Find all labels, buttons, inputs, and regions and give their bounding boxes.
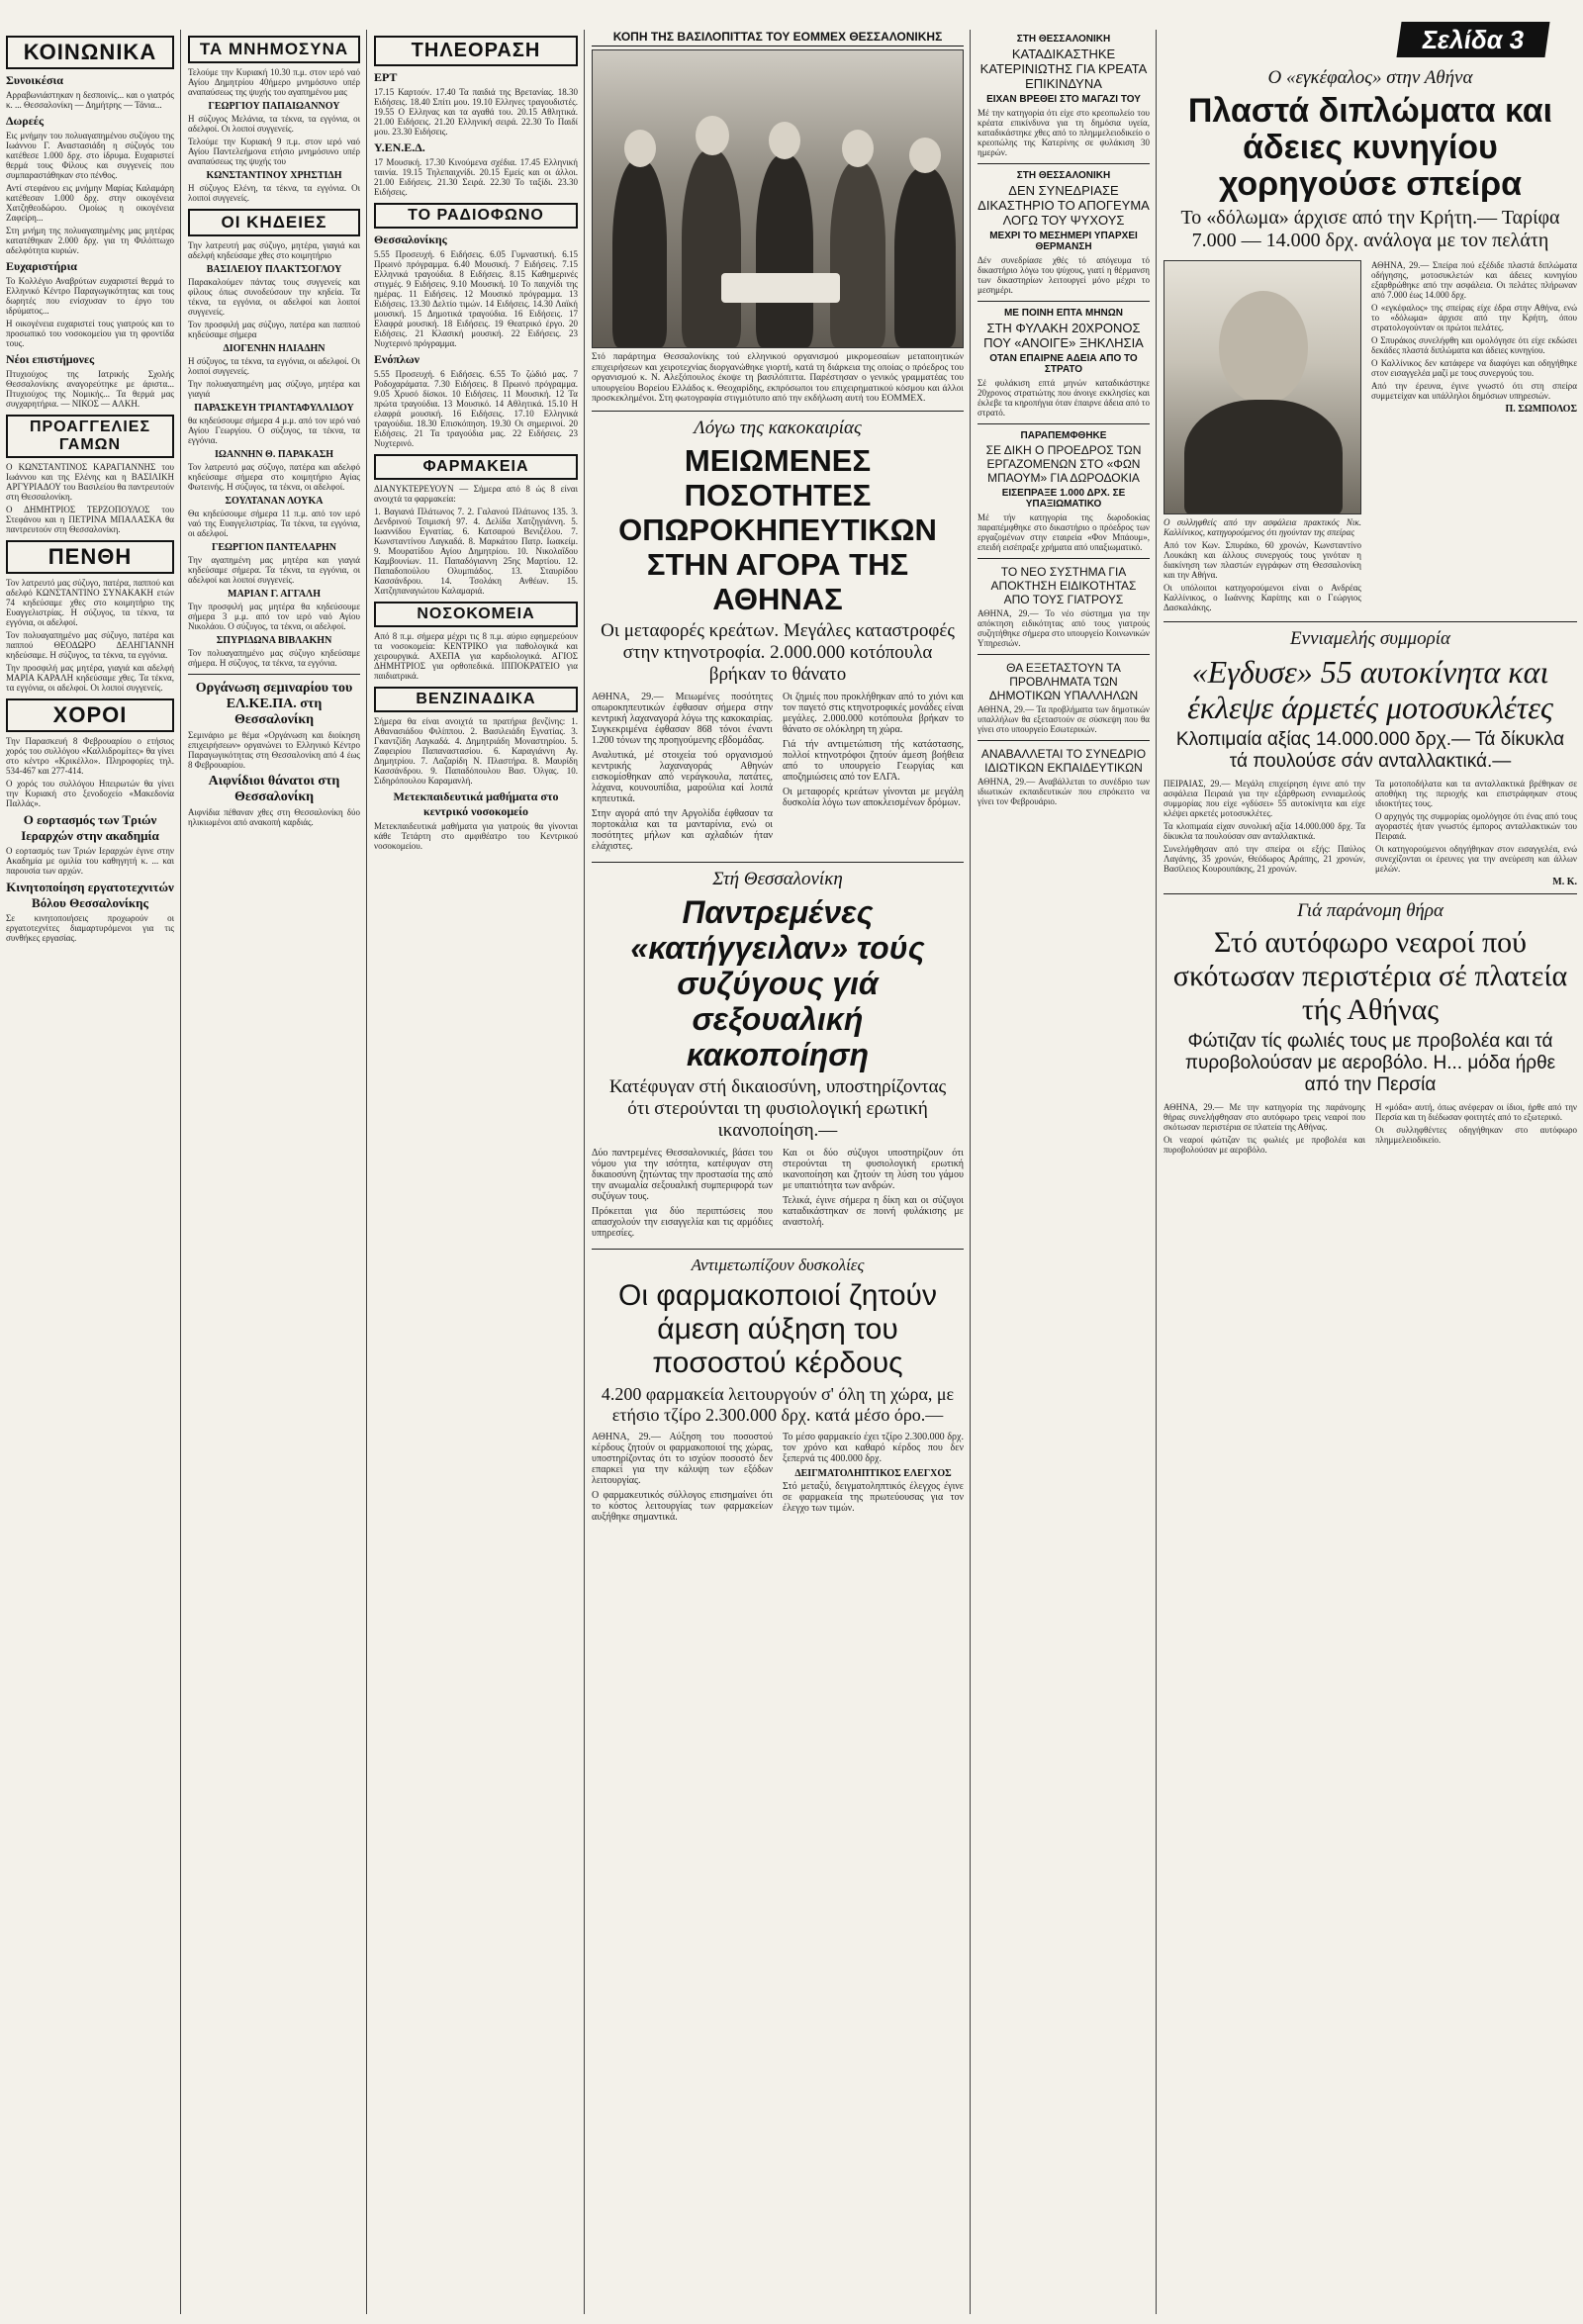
kideia-name-4: ΙΩΑΝΝΗΝ Θ. ΠΑΡΑΚΑΣΗ [214,449,334,460]
kideia-name-8: ΣΠΥΡΙΔΩΝΑ ΒΙΒΛΑΚΗΝ [216,635,332,646]
kinopoiisi-heading: Κινητοποίηση εργατοτεχνιτών Βόλου Θεσσαλονίκης [6,880,174,910]
deck-cars: Κλοπιμαία αξίας 14.000.000 δρχ.— Τά δίκυκλα τά πουλούσε σάν ανταλλακτικά.— [1175,729,1565,772]
brief-head-4: ΣΕ ΔΙΚΗ Ο ΠΡΟΕΔΡΟΣ ΤΩΝ ΕΡΓΑΖΟΜΕΝΩΝ ΣΤΟ «ΦΩΝ ΜΠΑΟΥΜ» ΓΙΑ ΔΩΡΟΔΟΚΙΑ [985,443,1142,485]
kicker-gang: Εννιαμελής συμμορία [1290,628,1450,649]
listings-column: ΤΗΛΕΟΡΑΣΗ ΕΡΤ 17.15 Καρτούν. 17.40 Τα παιδιά της Βρετανίας. 18.30 Ειδήσεις. 18.40 Σπίτι μου. 19.10 Ελληνες τραγουδιστές. 19.55 Ο Ελληνας και τα αγαθά του. 20.15 Αθλητικά. 21.00 Ειδήσεις. 21.20 Ελληνική σειρά. 22.30 Το Παιδί μου. 23.30 Ειδήσεις. Υ.ΕΝ.Ε.Δ. 17 Μουσική. 17.30 Κινούμενα σχέδια. 17.45 Ελληνική ταινία. 19.15 Τηλεπαιχνίδι. 20.15 Εμείς και οι άλλοι. 21.00 Ειδήσεις. 21.30 Σειρά. 22.30 Το ταξίδι. 23.30 Ειδήσεις. ΤΟ ΡΑΔΙΟΦΩΝΟ Θεσσαλονίκης 5.55 Προσευχή. 6 Ειδήσεις. 6.05 Γυμναστική. 6.15 Πρωινό πρόγραμμα. 6.40 Μουσική. 7 Ειδήσεις. 7.15 Ελληνικά τραγούδια. 8 Ειδήσεις. 8.15 Καθημερινές στιγμές. 9 Ειδήσεις. 9.10 Μουσική. 10 Το παιχνίδι της ημέρας. 11 Ειδήσεις. 12 Μουσικό πρόγραμμα. 13 Ειδήσεις. 13.30 Δελτίο τιμών. 14 Ειδήσεις. 14.30 Λαϊκή μουσική. 15 Δημοτικά τραγούδια. 16 Ειδήσεις. 17 Ελαφρά μουσική. 18 Ειδήσεις. 19 Θεατρικό έργο. 20 Ειδήσεις. 21 Κλασική μουσική. 22 Ειδήσεις. 23 Νυχτερινό πρόγραμμα. Ενόπλων 5.55 Προσευχή. 6 Ειδήσεις. 6.55 Το ζώδιό μας. 7 Ροδοχαράματα. 7.30 Ειδήσεις. 8 Πρωινό πρόγραμμα. 9.05 Χρυσό δίσκοι. 10 Ειδήσεις. 11 Μουσική. 12 Τα πρώτα τραγούδια. 13 Μουσικό. 14 Αθλητικά. 15.10 Η ελαφρά μουσική. 16 Ειδήσεις. 17.10 Ελληνικά τραγούδια. 18.30 Επισκόπηση. 19.30 Οι σημερινοί. 20 Ειδήσεις. 21 Τα τραγούδια μας. 22 Ειδήσεις. 23 Νυχτερινό. ΦΑΡΜΑΚΕΙΑ ΔΙΑΝΥΚΤΕΡΕΥΟΥΝ — Σήμερα από 8 ώς 8 είναι ανοιχτά τα φαρμακεία: 1. Βαγιανά Πλάτωνος 7. 2. Γαλανού Πλάτωνος 135. 3. Δενδρινού Τσιμισκή 97. 4. Δελίδα Χατζηγιάννη. 5. Ιωαννίδου Εγνατίας. 6. Κατσαρού Βενιζέλου. 7. Κωνσταντίνου Λαγκαδά. 8. Μαρκάτου Πατρ. Ιωακείμ. 9. Μουρατίδου Αγίου Δημητρίου. 10. Νικολαΐδου Καμβουνίων. 11. Παπαδόγιαννη 25ης Μαρτίου. 12. Παπαδοπούλου Ολυμπιάδος. 13. Σταυρίδου Κασσάνδρου. 14. Τσολάκη Ανθέων. 15. Χατζηπαναγιώτου Καλαμαριά. ΝΟΣΟΚΟΜΕΙΑ Από 8 π.μ. σήμερα μέχρι τις 8 π.μ. αύριο εφημερεύουν τα νοσοκομεία: ΚΕΝΤΡΙΚΟ για παθολογικά και χειρουργικά. ΑΧΕΠΑ για καρδιολογικά. ΑΓΙΟΣ ΔΗΜΗΤΡΙΟΣ για ορθοπεδικά. ΙΠΠΟΚΡΑΤΕΙΟ για παιδιατρικά. ΒΕΝΖΙΝΑΔΙΚΑ Σήμερα θα είναι ανοιχτά τα πρατήρια βενζίνης: 1. Αθανασιάδου Φιλίππου. 2. Βασιλειάδη Εγνατίας. 3. Γκαντζίδη Λαγκαδά. 4. Δημητριάδη Μοναστηρίου. 5. Ζαφειρίου Παπαναστασίου. 6. Καραγιάννη Αγ. Δημητρίου. 7. Λαζαρίδη Ν. Πλαστήρα. 8. Μαυρίδη Κασσάνδρου. 9. Παπαδόπουλου Βασ. Όλγας. 10. Σιδηρόπουλου Καραμανλή. Μετεκπαιδευτικά μαθήματα στο κεντρικό νοσοκομείο Μετεκπαιδευτικά μαθήματα για γιατρούς θα γίνονται κάθε Τετάρτη στο αμφιθέατρο του Κεντρικού νοσοκομείου. [374,30,578,2314]
kideia-name-5: ΣΟΥΛΤΑΝΑΝ ΛΟΥΚΑ [225,496,324,507]
kicker-weather: Λόγω της κακοκαιρίας [694,417,862,438]
byline-2: Μ. Κ. [1552,877,1577,887]
kicker-thessaloniki: Στή Θεσσαλονίκη [712,868,843,889]
kideia-name-1: ΒΑΣΙΛΕΙΟΥ ΠΛΑΚΤΣΟΓΛΟΥ [206,264,342,275]
aifnidioi-heading: Αιφνίδιοι θάνατοι στη Θεσσαλονίκη [208,774,340,804]
radio-header: ΤΟ ΡΑΔΙΟΦΩΝΟ [374,203,578,229]
farmakeia-header: ΦΑΡΜΑΚΕΙΑ [374,454,578,480]
photo-caption-head: ΚΟΠΗ ΤΗΣ ΒΑΣΙΛΟΠΙΤΤΑΣ ΤΟΥ ΕΟΜΜΕΧ ΘΕΣΣΑΛΟΝΙΚΗΣ [592,30,964,46]
nea-epistimones-heading: Νέοι επιστήμονες [6,352,95,366]
photo-caption: Στό παράρτημα Θεσσαλονίκης τού ελληνικού οργανισμού μικρομεσαίων μεταποιητικών επιχειρήσεων και χειροτεχνίας διοργανώθηκε γιορτή, κατά τη διάρκεια της οποίας ο πρόεδρος του οργανισμού κ. Ν. Αλεξόπουλος έκοψε τη βασιλόπιττα. Παρέστησαν ο γενικός γραμματέας του υπουργείου Βορείου Ελλάδος κ. Θεοχαρίδης, εκπρόσωποι του επιχειρηματικού κόσμου και άλλοι προσκεκλημένοι. Στη φωτογραφία στιγμιότυπο από την εκδήλωση αυτή του ΕΟΜΜΕΧ. [592,352,964,404]
brief-loc-3: ΜΕ ΠΟΙΝΗ ΕΠΤΑ ΜΗΝΩΝ [1003,308,1124,319]
choroi-header: ΧΟΡΟΙ [6,698,174,732]
mnimosyno-name-2: ΚΩΝΣΤΑΝΤΙΝΟΥ ΧΡΗΣΤΙΔΗ [206,170,342,181]
suspect-portrait [1164,260,1361,514]
brief-sub-4: ΕΙΣΕΠΡΑΞΕ 1.000 ΔΡΧ. ΣΕ ΥΠΑΞΙΩΜΑΤΙΚΟ [1001,488,1126,510]
kicker-brain: Ο «εγκέφαλος» στην Αθήνα [1267,67,1473,88]
brief-head-5: ΤΟ ΝΕΟ ΣΥΣΤΗΜΑ ΓΙΑ ΑΠΟΚΤΗΣΗ ΕΙΔΙΚΟΤΗΤΑΣ ΑΠΟ ΤΟΥΣ ΓΙΑΤΡΟΥΣ [990,565,1137,606]
radio-thessalonikis: Θεσσαλονίκης [374,232,447,246]
page-label: Σελίδα 3 [1396,22,1549,57]
brief-sub-2: ΜΕΧΡΙ ΤΟ ΜΕΣΗΜΕΡΙ ΥΠΑΡΧΕΙ ΘΕΡΜΑΝΣΗ [989,231,1138,252]
brief-head-2: ΔΕΝ ΣΥΝΕΔΡΙΑΣΕ ΔΙΚΑΣΤΗΡΙΟ ΤΟ ΑΠΟΓΕΥΜΑ ΛΟΓΩ ΤΟΥ ΨΥΧΟΥΣ [978,183,1150,228]
organosi-heading: Οργάνωση σεμιναρίου του ΕΛ.ΚΕ.ΠΑ. στη Θεσσαλονίκη [195,681,353,727]
kideies-header: ΟΙ ΚΗΔΕΙΕΣ [188,209,360,236]
kideia-name-3: ΠΑΡΑΣΚΕΥΗ ΤΡΙΑΝΤΑΦΥΛΛΙΔΟΥ [194,403,354,414]
koinonika-header: ΚΟΙΝΩΝΙΚΑ [6,36,174,69]
headline-vegetables: ΜΕΙΩΜΕΝΕΣ ΠΟΣΟΤΗΤΕΣ ΟΠΩΡΟΚΗΠΕΥΤΙΚΩΝ ΣΤΗΝ ΑΓΟΡΑ ΤΗΣ ΑΘΗΝΑΣ [618,442,937,616]
headline-fake-licenses: Πλαστά διπλώματα και άδειες κυνηγίου χορηγούσε σπείρα [1187,92,1553,203]
byline-1: Π. ΣΩΜΠΟΛΟΣ [1505,404,1577,415]
memorials-column: ΤΑ ΜΝΗΜΟΣΥΝΑ Τελούμε την Κυριακή 10.30 π.μ. στον ιερό ναό Αγίου Δημητρίου 40ήμερο μνημόσυνο υπέρ αναπαύσεως της ψυχής του αγαπημένου μας ΓΕΩΡΓΙΟΥ ΠΑΠΑΙΩΑΝΝΟΥ Η σύζυγος Μελάνια, τα τέκνα, τα εγγόνια, οι αδελφοί. Οι λοιποί συγγενείς. Τελούμε την Κυριακή 9 π.μ. στον ιερό ναό Αγίου Παντελεήμονα ετήσιο μνημόσυνο υπέρ αναπαύσεως της ψυχής του ΚΩΝΣΤΑΝΤΙΝΟΥ ΧΡΗΣΤΙΔΗ Η σύζυγος Ελένη, τα τέκνα, τα εγγόνια. Οι λοιποί συγγενείς. ΟΙ ΚΗΔΕΙΕΣ Την λατρευτή μας σύζυγο, μητέρα, γιαγιά και αδελφή κηδεύσαμε χθες στο κοιμητήριο ΒΑΣΙΛΕΙΟΥ ΠΛΑΚΤΣΟΓΛΟΥ Παρακαλούμεν πάντας τους συγγενείς και φίλους όπως συνοδεύσουν την κηδεία. Τα τέκνα, τα εγγόνια, οι αδελφοί και λοιποί συγγενείς. Τον προσφιλή μας σύζυγο, πατέρα και παππού κηδεύσαμε σήμερα ΔΙΟΓΕΝΗΝ ΗΛΙΑΔΗΝ Η σύζυγος, τα τέκνα, τα εγγόνια, οι αδελφοί. Οι λοιποί συγγενείς. Την πολυαγαπημένη μας σύζυγο, μητέρα και γιαγιά ΠΑΡΑΣΚΕΥΗ ΤΡΙΑΝΤΑΦΥΛΛΙΔΟΥ θα κηδεύσουμε σήμερα 4 μ.μ. από τον ιερό ναό Αγίου Γεωργίου. Ο σύζυγος, τα τέκνα, τα εγγόνια. ΙΩΑΝΝΗΝ Θ. ΠΑΡΑΚΑΣΗ Τον λατρευτό μας σύζυγο, πατέρα και αδελφό κηδεύσαμε σήμερα στο κοιμητήριο Αγίας Φωτεινής. Η σύζυγος, τα τέκνα, οι αδελφοί. ΣΟΥΛΤΑΝΑΝ ΛΟΥΚΑ Θα κηδεύσουμε σήμερα 11 π.μ. από τον ιερό ναό της Ευαγγελιστρίας. Τα τέκνα, τα εγγόνια, οι αδελφοί. ΓΕΩΡΓΙΟΝ ΠΑΝΤΕΛΑΡΗΝ Την αγαπημένη μας μητέρα και γιαγιά κηδεύσαμε σήμερα. Τα τέκνα, τα εγγόνια, οι αδελφοί και λοιποί συγγενείς. ΜΑΡΙΑΝ Γ. ΑΓΓΑΛΗ Την προσφιλή μας μητέρα θα κηδεύσουμε σήμερα 3 μ.μ. από τον ιερό ναό Αγίου Νικολάου. Ο σύζυγος, τα τέκνα, οι αδελφοί. ΣΠΥΡΙΔΩΝΑ ΒΙΒΛΑΚΗΝ Τον πολυαγαπημένο μας σύζυγο κηδεύσαμε σήμερα. Η σύζυγος, τα τέκνα, τα εγγόνια. Οργάνωση σεμιναρίου του ΕΛ.ΚΕ.ΠΑ. στη Θεσσαλονίκη Σεμινάριο με θέμα «Οργάνωση και διοίκηση επιχειρήσεων» οργανώνει το Ελληνικό Κέντρο Παραγωγικότητας στη Θεσσαλονίκη από 4 έως 8 Φεβρουαρίου. Αιφνίδιοι θάνατοι στη Θεσσαλονίκη Αιφνίδια πέθαναν χθες στη Θεσσαλονίκη δύο ηλικιωμένοι από ανακοπή καρδιάς. [188,30,360,2314]
ert-heading: ΕΡΤ [374,70,398,84]
kideia-name-6: ΓΕΩΡΓΙΟΝ ΠΑΝΤΕΛΑΡΗΝ [212,542,336,553]
kicker-hunt: Γιά παράνομη θήρα [1297,900,1443,921]
eortasmos-heading: Ο εορτασμός των Τριών Ιεραρχών στην ακαδημία [21,812,159,843]
right-column: Ο «εγκέφαλος» στην Αθήνα Πλαστά διπλώματα και άδειες κυνηγίου χορηγούσε σπείρα Το «δόλωμα» άρχισε από την Κρήτη.— Ταρίφα 7.000 — 14.000 δρχ. ανάλογα με τον πελάτη Ο συλληφθείς από την ασφάλεια πρακτικός Νικ. Καλλίνικος, κατηγορούμενος ότι ηγούνταν της σπείρας Από τον Κων. Σπυράκο, 60 χρονών, Κωνσταντίνο Λουκάκη και άλλους συνεργούς τους γινόταν η διακίνηση των πλαστών εγγράφων στη Θεσσαλονίκη και την Αθήνα. Οι υπόλοιποι κατηγορούμενοι είναι ο Ανδρέας Καλλίνικος, ο Ιωάννης Καρίπης και ο Γεώργιος Δασκαλάκης. ΑΘΗΝΑ, 29.— Σπείρα πού εξέδιδε πλαστά διπλώματα οδήγησης, μοτοσυκλετών και άδειες κυνηγίου εξαρθρώθηκε από την ασφάλεια. Οι πελάτες πλήρωναν από 7.000 έως 14.000 δρχ. Ο «εγκέφαλος» της σπείρας είχε έδρα στην Αθήνα, ενώ το «δόλωμα» άρχισε από την Κρήτη, όπου στρατολογούνταν οι πρώτοι πελάτες. Ο Σπυράκος συνελήφθη και ομολόγησε ότι είχε εκδώσει δεκάδες πλαστά διπλώματα και άδειες κυνηγίου. Ο Καλλίνικος δεν κατάφερε να διαφύγει και οδηγήθηκε στον εισαγγελέα μαζί με τους συνεργούς του. Από την έρευνα, έγινε γνωστό ότι στη σπείρα συμμετείχαν και υπάλληλοι δημόσιων υπηρεσιών. Π. ΣΩΜΠΟΛΟΣ Εννιαμελής συμμορία «Εγδυσε» 55 αυτοκίνητα και έκλεψε άρμετές μοτοσυκλέτες Κλοπιμαία αξίας 14.000.000 δρχ.— Τά δίκυκλα τά πουλούσε σάν ανταλλακτικά.— ΠΕΙΡΑΙΑΣ, 29.— Μεγάλη επιχείρηση έγινε από την ασφάλεια Πειραιά για την εξάρθρωση εννιαμελούς συμμορίας που είχε «γδύσει» 55 αυτοκίνητα και είχε κλέψει αρκετές μοτοσυκλέτες. Τα κλοπιμαία είχαν συνολική αξία 14.000.000 δρχ. Τα δίκυκλα τα πουλούσαν σαν ανταλλακτικά. Συνελήφθησαν από την σπείρα οι εξής: Παύλος Λαγάνης, 35 χρονών, Θεόδωρος Αράπης, 21 χρονών, Βασίλειος Κουρουπάκης, 21 χρονών. Τα μοτοποδήλατα και τα ανταλλακτικά βρέθηκαν σε αποθήκη της περιοχής και επιστράφηκαν στους ιδιοκτήτες τους. Ο αρχηγός της συμμορίας ομολόγησε ότι ένας από τους αγοραστές ήταν γνωστός έμπορος ανταλλακτικών του Πειραιά. Οι κατηγορούμενοι οδηγήθηκαν στον εισαγγελέα, ενώ συνεχίζονται οι έρευνες για την ανεύρεση και άλλων μελών. Μ. Κ. Γιά παράνομη θήρα Στό αυτόφωρο νεαροί πού σκότωσαν περιστέρια σέ πλατεία τής Αθήνας Φώτιζαν τίς φωλιές τους με προβολέα και τά πυροβολούσαν με αεροβόλο. Η... μόδα ήρθε από την Περσία ΑΘΗΝΑ, 29.— Με την κατηγορία της παράνομης θήρας συνελήφθησαν στο αυτόφωρο τρεις νεαροί που σκότωσαν περιστέρια σε πλατεία της Αθήνας. Οι νεαροί φώτιζαν τις φωλιές με προβολέα και πυροβολούσαν με αεροβόλο. Η «μόδα» αυτή, όπως ανέφεραν οι ίδιοι, ήρθε από την Περσία και τη διέδωσαν φοιτητές από το εξωτερικό. Οι συλληφθέντες οδηγήθηκαν στο αυτόφωρο πλημμελειοδικείο. [1164,67,1577,1155]
brief-head-7: ΑΝΑΒΑΛΛΕΤΑΙ ΤΟ ΣΥΝΕΔΡΙΟ ΙΔΙΩΤΙΚΩΝ ΕΚΠΑΙΔΕΥΤΙΚΩΝ [980,747,1147,775]
headline-pharmacists: Οι φαρμακοποιοί ζητούν άμεση αύξηση του ποσοστού κέρδους [618,1278,937,1379]
deck-spouses: Κατέφυγαν στή δικαιοσύνη, υποστηρίζοντας ότι στερούνται τη φυσιολογική ερωτική ικανοποίηση.— [608,1075,947,1141]
mnimosyna-header: ΤΑ ΜΝΗΜΟΣΥΝΑ [188,36,360,63]
brief-sub-3: ΟΤΑΝ ΕΠΑΙΡΝΕ ΑΔΕΙΑ ΑΠΟ ΤΟ ΣΤΡΑΤΟ [989,353,1138,375]
brief-loc-2: ΣΤΗ ΘΕΣΣΑΛΟΝΙΚΗ [1016,170,1111,181]
brief-head-6: ΘΑ ΕΞΕΤΑΣΤΟΥΝ ΤΑ ΠΡΟΒΛΗΜΑΤΑ ΤΩΝ ΔΗΜΟΤΙΚΩΝ ΥΠΑΛΛΗΛΩΝ [988,661,1139,702]
eucharistiria-heading: Ευχαριστήρια [6,259,77,273]
venzinadika-header: ΒΕΝΖΙΝΑΔΙΚΑ [374,687,578,712]
metekpaideftika-heading: Μετεκπαιδευτικά μαθήματα στο κεντρικό νοσοκομείο [393,790,559,818]
social-column: ΚΟΙΝΩΝΙΚΑ Συνοικέσια Αρραβωνιάστηκαν η δεσποινίς... και ο γιατρός κ. ... Θεσσαλονίκη — Δημήτρης — Τάνια... Δωρεές Εις μνήμην του πολυαγαπημένου συζύγου της Ιωάννου Γ. Αναστασιάδη η σύζυγός του κατέθεσε 1.000 δρχ. στο ίδρυμα. Ευχαριστεί θερμά τους Φίλους και συγγενείς που συμπαραστάθηκαν στο πένθος. Αντί στεφάνου εις μνήμην Μαρίας Καλαμάρη κατέθεσαν 1.000 δρχ. στην οικογένεια Χατζηθεοδώρου. Ομοίως η οικογένεια Ζαφείρη... Στη μνήμη της πολυαγαπημένης μας μητέρας κατατέθηκαν 2.000 δρχ. για τη Φιλόπτωχο αδελφότητα κυριών. Ευχαριστήρια Το Κολλέγιο Αναβρύτων ευχαριστεί θερμά το Ελληνικό Κέντρο Παραγωγικότητας και τους δωρητές που ενίσχυσαν το έργο του ιδρύματος... Η οικογένεια ευχαριστεί τους γιατρούς και το προσωπικό του νοσοκομείου για τη φροντίδα τους. Νέοι επιστήμονες Πτυχιούχος της Ιατρικής Σχολής Θεσσαλονίκης αναγορεύτηκε με άριστα... Πτυχιούχος της Νομικής... Τα θερμά μας συγχαρητήρια. — ΝΙΚΟΣ — ΑΛΚΗ. ΠΡΟΑΓΓΕΛΙΕΣ ΓΑΜΩΝ Ο ΚΩΝΣΤΑΝΤΙΝΟΣ ΚΑΡΑΓΙΑΝΝΗΣ του Ιωάννου και της Ελένης και η ΒΑΣΙΛΙΚΗ ΑΡΓΥΡΙΑΔΟΥ του Βασιλείου θα παντρευτούν στη Θεσσαλονίκη. Ο ΔΗΜΗΤΡΙΟΣ ΤΕΡΖΟΠΟΥΛΟΣ του Στεφάνου και η ΠΕΤΡΙΝΑ ΜΠΑΛΑΣΚΑ θα παντρευτούν στη Θεσσαλονίκη. ΠΕΝΘΗ Τον λατρευτό μας σύζυγο, πατέρα, παππού και αδελφό ΚΩΝΣΤΑΝΤΙΝΟ ΣΥΝΑΚΑΚΗ ετών 74 κηδεύσαμε χθες στο κοιμητήριο της Ευαγγελιστρίας. Η σύζυγος, τα τέκνα, τα εγγόνια, οι αδελφοί. Τον πολυαγαπημένο μας σύζυγο, πατέρα και παππού ΘΕΟΔΩΡΟ ΔΕΛΗΓΙΑΝΝΗ κηδεύσαμε. Η σύζυγος, τα τέκνα, τα εγγόνια. Την προσφιλή μας μητέρα, γιαγιά και αδελφή ΜΑΡΙΑ ΚΑΡΑΛΗ κηδεύσαμε χθες. Τα τέκνα, τα εγγόνια, οι αδελφοί. Οι λοιποί συγγενείς. ΧΟΡΟΙ Την Παρασκευή 8 Φεβρουαρίου ο ετήσιος χορός του συλλόγου «Καλλιδρομίτες» θα γίνει στο κέντρο «Κρικέλλο». Πληροφορίες τηλ. 534-467 και 277-414. Ο χορός του συλλόγου Ηπειρωτών θα γίνει την Κυριακή στο ξενοδοχείο «Μακεδονία Παλλάς». Ο εορτασμός των Τριών Ιεραρχών στην ακαδημία Ο εορτασμός των Τριών Ιεραρχών έγινε στην Ακαδημία με ομιλία του καθηγητή κ. ... και παρουσία των αρχών. Κινητοποίηση εργατοτεχνιτών Βόλου Θεσσαλονίκης Σε κινητοποιήσεις προχωρούν οι εργατοτεχνίτες διαμαρτυρόμενοι για τις συνθήκες εργασίας. [6,30,174,2314]
brief-head-3: ΣΤΗ ΦΥΛΑΚΗ 20ΧΡΟΝΟΣ ΠΟΥ «ΑΝΟΙΓΕ» ΞΗΚΛΗΣΙΑ [983,321,1144,350]
mnimosyno-name-1: ΓΕΩΡΓΙΟΥ ΠΑΠΑΙΩΑΝΝΟΥ [208,101,340,112]
center-column: ΚΟΠΗ ΤΗΣ ΒΑΣΙΛΟΠΙΤΤΑΣ ΤΟΥ ΕΟΜΜΕΧ ΘΕΣΣΑΛΟΝΙΚΗΣ Στό παράρτημα Θεσσαλονίκης τού ελληνικού οργανισμού μικρομεσαίων μεταποιητικών επιχειρήσεων και χειροτεχνίας διοργανώθηκε γιορτή, κατά τη διάρκεια της οποίας ο πρόεδρος του οργανισμού κ. Ν. Αλεξόπουλος έκοψε τη βασιλόπιττα. Παρέστησαν ο γενικός γραμματέας του υπουργείου Βορείου Ελλάδος κ. Θεοχαρίδης, εκπρόσωποι του επιχειρηματικού κόσμου και άλλοι προσκεκλημένοι. Στη φωτογραφία στιγμιότυπο από την εκδήλωση αυτή του ΕΟΜΜΕΧ. Λόγω της κακοκαιρίας ΜΕΙΩΜΕΝΕΣ ΠΟΣΟΤΗΤΕΣ ΟΠΩΡΟΚΗΠΕΥΤΙΚΩΝ ΣΤΗΝ ΑΓΟΡΑ ΤΗΣ ΑΘΗΝΑΣ Οι μεταφορές κρεάτων. Μεγάλες καταστροφές στην κτηνοτροφία. 2.000.000 κοτόπουλα βρήκαν το θάνατο ΑΘΗΝΑ, 29.— Μειωμένες ποσότητες οπωροκηπευτικών έφθασαν σήμερα στην κεντρική λαχαναγορά λόγω της κακοκαιρίας. Συγκεκριμένα έφθασαν 868 τόνοι έναντι 1.200 τόνων της προηγούμενης εβδομάδας. Αναλυτικά, μέ στοιχεία τού οργανισμού κεντρικής λαχαναγοράς Αθηνών εισκομίσθηκαν από νεράγκουλα, πατάτες, λάχανα, κουνουπίδια, μαρούλια καί λοιπά κηπευτικά. Στην αγορά από την Αργολίδα έφθασαν τα πορτοκάλια και τα μανταρίνια, ενώ οι ποσότητες μήλων και αχλαδιών ήταν ελάχιστες. Οι ζημιές που προκλήθηκαν από το χιόνι και τον παγετό στις κτηνοτροφικές μονάδες είναι μεγάλες. 2.000.000 κοτόπουλα βρήκαν το θάνατο σε ολόκληρη τη χώρα. Γιά τήν αντιμετώπιση τής κατάστασης, πολλοί κτηνοτρόφοι ζητούν άμεση βοήθεια από το υπουργείο Γεωργίας και αποζημιώσεις από τον ΕΛΓΑ. Οι μεταφορές κρεάτων γίνονται με μεγάλη δυσκολία λόγω των αποκλεισμένων δρόμων. Στή Θεσσαλονίκη Παντρεμένες «κατήγγειλαν» τούς συζύγους γιά σεξουαλική κακοποίηση Κατέφυγαν στή δικαιοσύνη, υποστηρίζοντας ότι στερούνται τη φυσιολογική ερωτική ικανοποίηση.— Δύο παντρεμένες Θεσσαλονικιές, βάσει του νόμου για την ισότητα, κατέφυγαν στη δικαιοσύνη ζητώντας την προστασία της από την ανωμαλία σεξουαλική συμπεριφορά των συζύγων τους. Πρόκειται για δύο περιπτώσεις που απασχολούν την εισαγγελία και τις αρμόδιες υπηρεσίες. Και οι δύο σύζυγοι υποστηρίζουν ότι στερούνται τη φυσιολογική ερωτική ικανοποίηση και ζητούν τη λύση του γάμου με υπαιτιότητα των ανδρών. Τελικά, έγινε σήμερα η δίκη και οι σύζυγοι καταδικάστηκαν σε ποινή φυλάκισης με αναστολή. Αντιμετωπίζουν δυσκολίες Οι φαρμακοποιοί ζητούν άμεση αύξηση του ποσοστού κέρδους 4.200 φαρμακεία λειτουργούν σ' όλη τη χώρα, με ετήσιο τζίρο 2.300.000 δρχ. κατά μέσο όρο.— ΑΘΗΝΑ, 29.— Αύξηση του ποσοστού κέρδους ζητούν οι φαρμακοποιοί της χώρας, υποστηρίζοντας ότι το ισχύον ποσοστό δεν επαρκεί για την κάλυψη των εξόδων λειτουργίας. Ο φαρμακευτικός σύλλογος επισημαίνει ότι το κόστος λειτουργίας των φαρμακείων αυξήθηκε σημαντικά. Το μέσο φαρμακείο έχει τζίρο 2.300.000 δρχ. τον χρόνο και καθαρό κέρδος που δεν ξεπερνά τις 400.000 δρχ. ΔΕΙΓΜΑΤΟΛΗΠΤΙΚΟΣ ΕΛΕΓΧΟΣ Στό μεταξύ, δειγματοληπτικός έλεγχος έγινε σε φαρμακεία της πρωτεύουσας για τον έλεγχο των τιμών. [592,30,964,1523]
deck-vegetables: Οι μεταφορές κρεάτων. Μεγάλες καταστροφές στην κτηνοτροφία. 2.000.000 κοτόπουλα βρήκαν το θάνατο [601,619,955,685]
deck-fake-licenses: Το «δόλωμα» άρχισε από την Κρήτη.— Ταρίφα 7.000 — 14.000 δρχ. ανάλογα με τον πελάτη [1180,207,1560,251]
headline-cars: «Εγδυσε» 55 αυτοκίνητα και έκλεψε άρμετές μοτοσυκλέτες [1187,654,1553,725]
doreies-heading: Δωρεές [6,114,45,128]
briefs-column: ΣΤΗ ΘΕΣΣΑΛΟΝΙΚΗ ΚΑΤΑΔΙΚΑΣΤΗΚΕ ΚΑΤΕΡΙΝΙΩΤΗΣ ΓΙΑ ΚΡΕΑΤΑ ΕΠΙΚΙΝΔΥΝΑ ΕΙΧΑΝ ΒΡΕΘΕΙ ΣΤΟ ΜΑΓΑΖΙ ΤΟΥ Μέ την κατηγορία ότι είχε στο κρεοπωλείο του κρέατα επικίνδυνα για τη δημόσια υγεία, καταδικάστηκε χθες από το πλημμελειοδικείο ο κρεοπώλης της Κατερίνης σε φυλάκιση 30 ημερών. ΣΤΗ ΘΕΣΣΑΛΟΝΙΚΗ ΔΕΝ ΣΥΝΕΔΡΙΑΣΕ ΔΙΚΑΣΤΗΡΙΟ ΤΟ ΑΠΟΓΕΥΜΑ ΛΟΓΩ ΤΟΥ ΨΥΧΟΥΣ ΜΕΧΡΙ ΤΟ ΜΕΣΗΜΕΡΙ ΥΠΑΡΧΕΙ ΘΕΡΜΑΝΣΗ Δέν συνεδρίασε χθές τό απόγευμα τό δικαστήριο λόγω του ψύχους, γιατί η θέρμανση των δικαστηρίων λειτουργεί μόνο μέχρι το μεσημέρι. ΜΕ ΠΟΙΝΗ ΕΠΤΑ ΜΗΝΩΝ ΣΤΗ ΦΥΛΑΚΗ 20ΧΡΟΝΟΣ ΠΟΥ «ΑΝΟΙΓΕ» ΞΗΚΛΗΣΙΑ ΟΤΑΝ ΕΠΑΙΡΝΕ ΑΔΕΙΑ ΑΠΟ ΤΟ ΣΤΡΑΤΟ Σέ φυλάκιση επτά μηνών καταδικάστηκε 20χρονος στρατιώτης που άνοιγε εκκλησίες και έκλεβε τα κηροπήγια όταν έπαιρνε άδεια από το στρατό. ΠΑΡΑΠΕΜΦΘΗΚΕ ΣΕ ΔΙΚΗ Ο ΠΡΟΕΔΡΟΣ ΤΩΝ ΕΡΓΑΖΟΜΕΝΩΝ ΣΤΟ «ΦΩΝ ΜΠΑΟΥΜ» ΓΙΑ ΔΩΡΟΔΟΚΙΑ ΕΙΣΕΠΡΑΞΕ 1.000 ΔΡΧ. ΣΕ ΥΠΑΞΙΩΜΑΤΙΚΟ Μέ τήν κατηγορία της δωροδοκίας παραπέμφθηκε στο δικαστήριο ο πρόεδρος των εργαζομένων στην εταιρεία «Φον Μπάουμ», επειδή εισέπραξε χρήματα από υπαξιωματικό. ΤΟ ΝΕΟ ΣΥΣΤΗΜΑ ΓΙΑ ΑΠΟΚΤΗΣΗ ΕΙΔΙΚΟΤΗΤΑΣ ΑΠΟ ΤΟΥΣ ΓΙΑΤΡΟΥΣ ΑΘΗΝΑ, 29.— Το νέο σύστημα για την απόκτηση ειδικότητας από τους γιατρούς συζητήθηκε σήμερα στο υπουργείο Κοινωνικών Υπηρεσιών. ΘΑ ΕΞΕΤΑΣΤΟΥΝ ΤΑ ΠΡΟΒΛΗΜΑΤΑ ΤΩΝ ΔΗΜΟΤΙΚΩΝ ΥΠΑΛΛΗΛΩΝ ΑΘΗΝΑ, 29.— Τα προβλήματα των δημοτικών υπαλλήλων θα εξεταστούν σε σύσκεψη που θα γίνει στο υπουργείο Εσωτερικών. ΑΝΑΒΑΛΛΕΤΑΙ ΤΟ ΣΥΝΕΔΡΙΟ ΙΔΙΩΤΙΚΩΝ ΕΚΠΑΙΔΕΥΤΙΚΩΝ ΑΘΗΝΑ, 29.— Αναβάλλεται το συνέδριο των ιδιωτικών εκπαιδευτικών που επρόκειτο να γίνει τον Φεβρουάριο. [978,34,1150,806]
brief-head-1: ΚΑΤΑΔΙΚΑΣΤΗΚΕ ΚΑΤΕΡΙΝΙΩΤΗΣ ΓΙΑ ΚΡΕΑΤΑ ΕΠΙΚΙΝΔΥΝΑ [979,46,1148,91]
headline-spouses: Παντρεμένες «κατήγγειλαν» τούς συζύγους γιά σεξουαλική κακοποίηση [630,893,925,1072]
portrait-caption: Ο συλληφθείς από την ασφάλεια πρακτικός Νικ. Καλλίνικος, κατηγορούμενος ότι ηγούνταν της σπείρας [1164,517,1361,537]
tv-header: ΤΗΛΕΟΡΑΣΗ [374,36,578,66]
kicker-pharmacists: Αντιμετωπίζουν δυσκολίες [691,1255,865,1274]
radio-enoplon: Ενόπλων [374,352,419,366]
proaggelies-header: ΠΡΟΑΓΓΕΛΙΕΣ ΓΑΜΩΝ [6,415,174,458]
kideia-name-7: ΜΑΡΙΑΝ Γ. ΑΓΓΑΛΗ [228,589,321,600]
brief-loc-4: ΠΑΡΑΠΕΜΦΘΗΚΕ [1020,430,1107,441]
synoikesia-heading: Συνοικέσια [6,73,63,87]
nosokomeia-header: ΝΟΣΟΚΟΜΕΙΑ [374,602,578,627]
deck-pigeons: Φώτιζαν τίς φωλιές τους με προβολέα και τά πυροβολούσαν με αεροβόλο. Η... μόδα ήρθε από την Περσία [1184,1031,1556,1095]
deigmatolipt-heading: ΔΕΙΓΜΑΤΟΛΗΠΤΙΚΟΣ ΕΛΕΓΧΟΣ [794,1467,952,1479]
kideia-name-2: ΔΙΟΓΕΝΗΝ ΗΛΙΑΔΗΝ [223,343,326,354]
headline-pigeons: Στό αυτόφωρο νεαροί πού σκότωσαν περιστέρια σέ πλατεία τής Αθήνας [1172,926,1568,1026]
vasilopitta-photo [592,49,964,348]
brief-sub-1: ΕΙΧΑΝ ΒΡΕΘΕΙ ΣΤΟ ΜΑΓΑΖΙ ΤΟΥ [986,94,1141,105]
brief-loc-1: ΣΤΗ ΘΕΣΣΑΛΟΝΙΚΗ [1016,34,1111,45]
deck-pharmacists: 4.200 φαρμακεία λειτουργούν σ' όλη τη χώρα, με ετήσιο τζίρο 2.300.000 δρχ. κατά μέσο όρο.— [601,1383,955,1425]
penthi-header: ΠΕΝΘΗ [6,540,174,574]
yened-heading: Υ.ΕΝ.Ε.Δ. [374,140,425,154]
